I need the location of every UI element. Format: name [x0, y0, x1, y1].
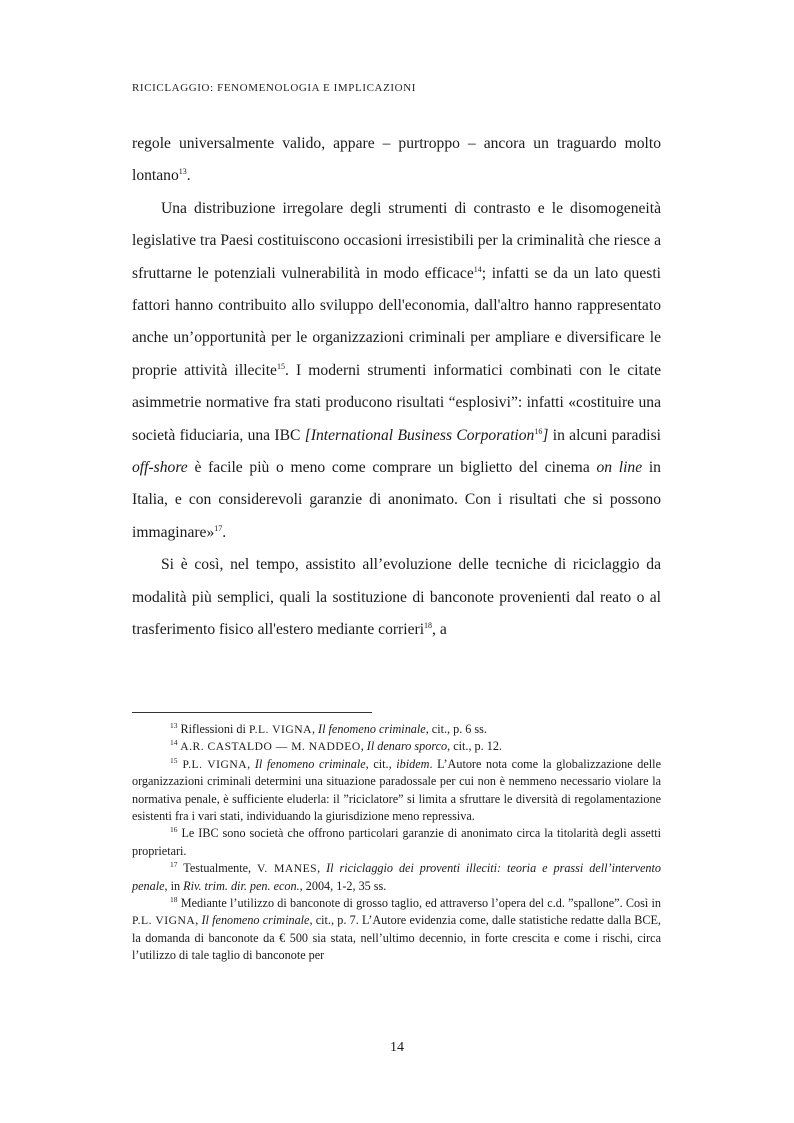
text-run: , in — [164, 878, 184, 893]
text-run: , — [195, 913, 202, 928]
footnote-17 — [132, 860, 661, 895]
footnote-ref-16[interactable]: 16 — [534, 426, 543, 436]
text-run: in alcuni paradisi — [548, 426, 661, 444]
text-run: Riflessioni di — [177, 722, 249, 736]
work-title: Il riciclaggio dei proventi illeciti: teoria e prassi dell’intervento penale — [132, 861, 661, 893]
text-run: , cit., p. 12. — [447, 739, 502, 754]
italic-term: ibidem — [396, 756, 430, 771]
text-run: Una distribuzione irregolare degli strumenti di contrasto e le disomogeneità legislative tra Paesi costituiscono occasioni irresistibili per la criminalità che riesce a sfruttarne le potenziali vulnerabilità in modo efficace — [132, 199, 661, 282]
journal-title: Riv. trim. dir. pen. econ. — [183, 878, 300, 893]
paragraph-1 — [132, 128, 661, 193]
footnote-ref-13[interactable]: 13 — [178, 167, 187, 177]
work-title: Il denaro sporco — [366, 739, 448, 754]
text-run: . — [222, 523, 227, 541]
footnote-number: 16 — [170, 825, 178, 835]
footnote-ref-17[interactable]: 17 — [214, 523, 223, 533]
text-run: , cit., p. 7. L’Autore evidenzia come, dalle statistiche redatte dalla BCE, la domanda di banconote da € 500 sia stata, nell’ultimo decennio, in forte crescita e come i rischi, circa l’utilizzo di tale taglio di banconote per — [132, 913, 661, 963]
text-run: , — [311, 722, 319, 736]
footnote-16 — [132, 825, 661, 860]
text-run: Mediante l’utilizzo di banconote di grosso taglio, ed attraverso l’opera del c.d. ”spallone”. Così in — [177, 896, 661, 911]
italic-term: [International Business Corporation — [304, 426, 535, 444]
text-run: , a — [432, 621, 447, 639]
footnote-ref-14[interactable]: 14 — [473, 264, 482, 274]
footnote-13 — [132, 721, 661, 738]
italic-term: off-shore — [132, 459, 188, 477]
text-run: Testualmente, — [177, 861, 258, 876]
footnote-18 — [132, 895, 661, 965]
text-run: , — [360, 739, 367, 754]
author-name: A.R. CASTALDO — M. NADDEO — [177, 740, 361, 754]
text-run: . — [186, 167, 191, 185]
work-title: Il fenomeno criminale — [201, 913, 310, 928]
text-run: è facile più o meno come comprare un biglietto del cinema — [187, 459, 597, 477]
work-title: Il fenomeno criminale — [254, 756, 366, 771]
text-run: in Italia, e con considerevoli garanzie di anonimato. Con i risultati che si possono immaginare» — [132, 459, 661, 541]
text-run: ; infatti se da un lato questi fattori hanno contribuito allo sviluppo dell'economia, dall'altro hanno rappresentato anche un’opportunità per le organizzazioni criminali per ampliare e diversificare le proprie attività illecite — [132, 264, 661, 379]
footnotes — [132, 721, 661, 965]
footnote-ref-18[interactable]: 18 — [424, 620, 433, 630]
footnote-ref-15[interactable]: 15 — [276, 361, 285, 371]
footnote-separator — [132, 712, 372, 713]
paragraph-3 — [132, 549, 661, 646]
text-run: , cit., p. 6 ss. — [425, 722, 487, 736]
footnote-14 — [132, 738, 661, 755]
footnote-number: 14 — [170, 738, 178, 748]
author-name: V. MANES — [257, 862, 318, 876]
text-run: Si è così, nel tempo, assistito all’evoluzione delle tecniche di riciclaggio da modalità più semplici, quali la sostituzione di banconote provenienti dal reato o al trasferimento fisico all'estero mediante corrieri — [132, 556, 661, 639]
footnote-number: 15 — [170, 755, 178, 765]
paragraph-2 — [132, 193, 661, 549]
main-text — [132, 128, 661, 647]
text-run: , cit., — [365, 756, 397, 771]
page-number: 14 — [390, 1040, 404, 1055]
text-run: regole universalmente valido, appare – purtroppo – ancora un traguardo molto lontano — [132, 135, 661, 185]
running-head: RICICLAGGIO: FENOMENOLOGIA E IMPLICAZIONI — [132, 82, 416, 94]
text-run: . L’Autore nota come la globalizzazione delle organizzazioni criminali determini una situazione paradossale per cui non è nemmeno necessario violare la normativa penale, è sufficiente eluderla: il ”riciclatore” si limita a sfruttare le diversità di regolamentazione esistenti fra i vari stati, individuando la giurisdizione meno repressiva. — [132, 756, 661, 824]
work-title: Il fenomeno criminale — [318, 722, 426, 736]
text-run: Le IBC sono società che offrono particolari garanzie di anonimato circa la titolarità degli assetti proprietari. — [132, 826, 661, 858]
italic-term: ] — [542, 426, 549, 444]
text-run: . I moderni strumenti informatici combinati con le citate asimmetrie normative fra stati producono risultati “esplosivi”: infatti «costituire una società fiduciaria, una IBC — [132, 361, 661, 444]
author-name: P.L. VIGNA — [132, 914, 196, 928]
footnote-number: 13 — [170, 720, 178, 730]
footnote-15 — [132, 756, 661, 826]
text-run: , — [317, 861, 327, 876]
italic-term: on line — [596, 459, 643, 477]
footnote-number: 17 — [170, 860, 178, 870]
author-name: P.L. VIGNA — [177, 757, 248, 771]
footnote-number: 18 — [170, 895, 178, 904]
author-name: P.L. VIGNA — [248, 723, 312, 736]
text-run: , 2004, 1-2, 35 ss. — [299, 878, 387, 893]
text-run: , — [247, 756, 255, 771]
